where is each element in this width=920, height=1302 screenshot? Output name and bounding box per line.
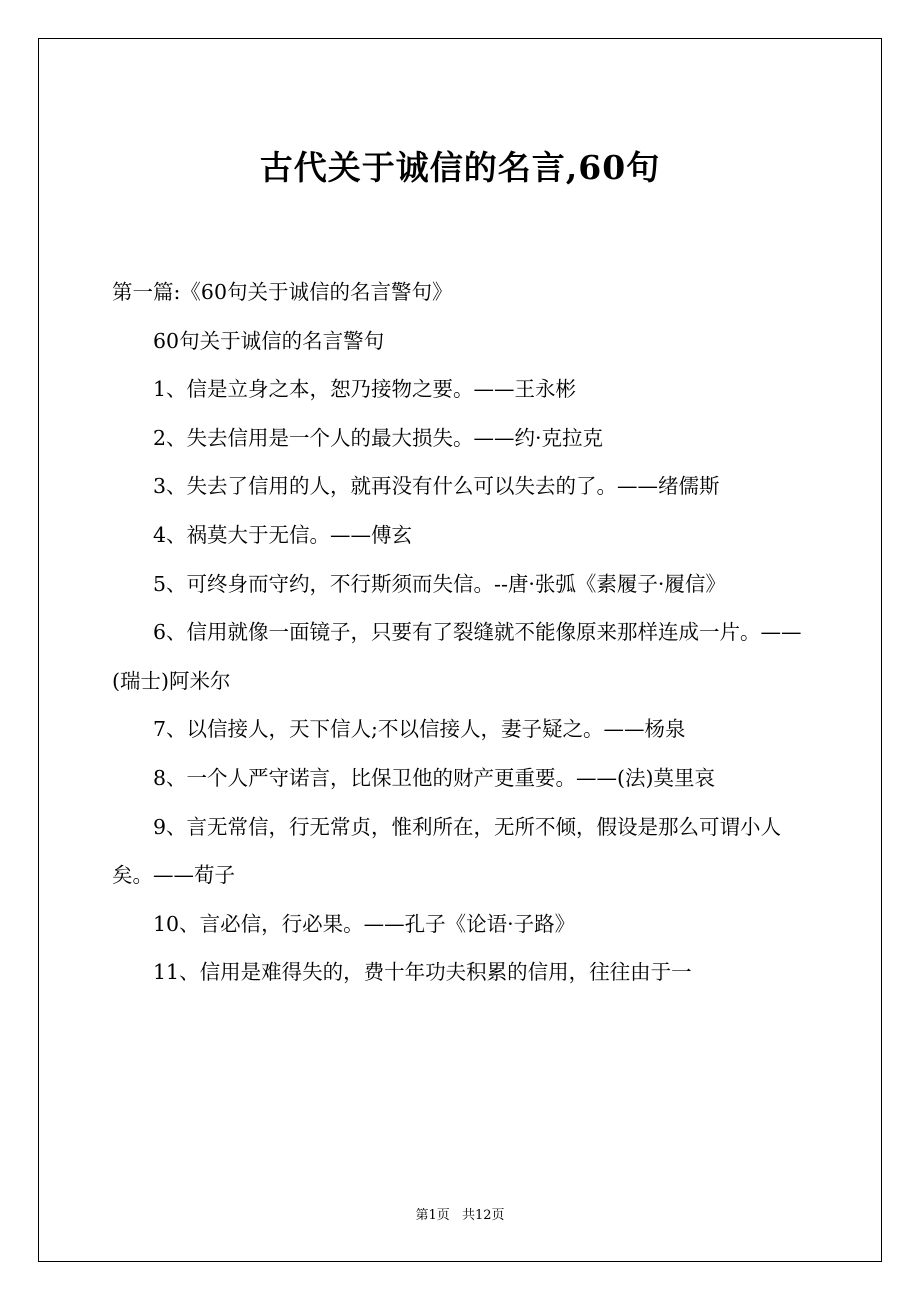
quote-item: 9、言无常信，行无常贞，惟利所在，无所不倾，假设是那么可谓小人矣。——荀子 <box>112 814 782 888</box>
quote-item: 10、言必信，行必果。——孔子《论语·子路》 <box>153 911 576 936</box>
subheading: 60句关于诚信的名言警句 <box>153 328 385 353</box>
quote-item: 11、信用是难得失的，费十年功夫积累的信用，往往由于一 <box>153 960 692 985</box>
page-total: 共12页 <box>461 1208 505 1223</box>
quote-item: 7、以信接人，天下信人;不以信接人，妻子疑之。——杨泉 <box>153 717 686 742</box>
quote-item: 6、信用就像一面镜子，只要有了裂缝就不能像原来那样连成一片。——(瑞士)阿米尔 <box>112 620 802 693</box>
quote-item: 3、失去了信用的人，就再没有什么可以失去的了。——绪儒斯 <box>153 474 720 499</box>
quote-item: 5、可终身而守约，不行斯须而失信。--唐·张弧《素履子·履信》 <box>153 571 726 596</box>
document-body <box>112 268 812 997</box>
page-number: 第1页 <box>415 1208 450 1223</box>
quote-item: 1、信是立身之本，恕乃接物之要。——王永彬 <box>153 377 577 402</box>
document-title: 古代关于诚信的名言,60句 <box>259 148 661 187</box>
quote-item: 4、祸莫大于无信。——傅玄 <box>153 522 413 547</box>
quote-item: 8、一个人严守诺言，比保卫他的财产更重要。——(法)莫里哀 <box>153 765 716 790</box>
quote-item: 2、失去信用是一个人的最大损失。——约·克拉克 <box>153 425 604 450</box>
page-footer <box>0 1206 920 1226</box>
section-heading: 第一篇:《60句关于诚信的名言警句》 <box>112 280 453 304</box>
